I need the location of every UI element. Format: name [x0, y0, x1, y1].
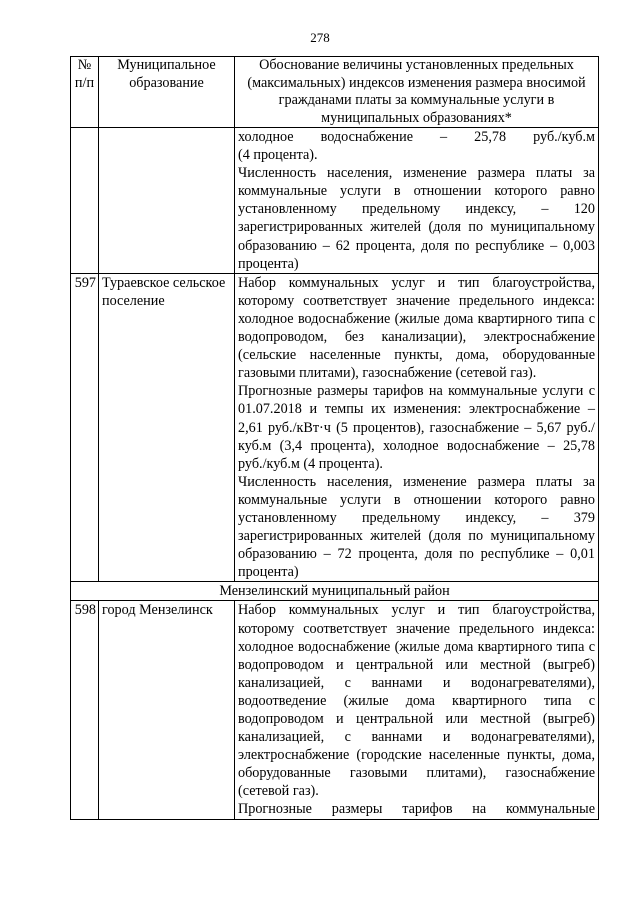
table-row-598 — [71, 601, 599, 819]
paragraph-services: Набор коммунальных услуг и тип благоустройства, которому соответствует значение предельного индекса: холодное водоснабжение (жилые дома квартирного типа с водопроводом, без канализации), электроснабжение (сельские населенные пункты, дома, оборудованные газовыми плитами), газоснабжение (сетевой газ). — [238, 274, 595, 382]
table-row-continuation — [71, 128, 599, 274]
table-row-597 — [71, 273, 599, 582]
header-number: № п/п — [71, 57, 99, 128]
section-title: Мензелинский муниципальный район — [71, 582, 599, 601]
paragraph-population: Численность населения, изменение размера платы за коммунальные услуги в отношении которого равно установленному предельному индексу, – 379 зарегистрированных жителей (доля по муниципальному образованию – 72 процента, доля по республике – 0,01 процента) — [238, 473, 595, 581]
section-row — [71, 582, 599, 601]
cell-justification — [235, 128, 599, 274]
municipality-name: город Мензелинск — [99, 601, 235, 819]
header-justification: Обоснование величины установленных предельных (максимальных) индексов изменения размера вносимой гражданами платы за коммунальные услуги в муниципальных образованиях* — [235, 57, 599, 128]
paragraph: (4 процента). — [238, 147, 318, 164]
cell-number — [71, 128, 99, 274]
municipality-name: Тураевское сельское поселение — [99, 273, 235, 582]
cell-justification — [235, 273, 599, 582]
paragraph-tariffs: Прогнозные размеры тарифов на коммунальные услуги с 01.07.2018 и темпы их изменения: электроснабжение – 2,61 руб./кВт·ч (5 процентов), газоснабжение – 5,67 руб./куб.м (3,4 процента), холодное водоснабжение – 25,78 руб./куб.м (4 процента). — [238, 383, 595, 472]
page-number: 278 — [310, 30, 330, 45]
paragraph-services: Набор коммунальных услуг и тип благоустройства, которому соответствует значение предельного индекса: холодное водоснабжение (жилые дома квартирного типа с водопроводом и центральной или местной (выгреб) канализацией, с ваннами и водонагревателями), водоотведение (жилые дома квартирного типа с водопроводом и центральной или местной (выгреб) канализацией, с ваннами и водонагревателями), электроснабжение (городские населенные пункты, дома, оборудованные газовыми плитами), газоснабжение (сетевой газ). — [238, 602, 595, 800]
row-number: 597 — [71, 273, 99, 582]
cell-justification — [235, 601, 599, 819]
paragraph: Численность населения, изменение размера платы за коммунальные услуги в отношении которого равно установленному предельному индексу, – 120 зарегистрированных жителей (доля по муниципальному образованию – 62 процента, доля по республике – 0,003 процента) — [238, 165, 595, 272]
tariff-index-table — [70, 56, 599, 820]
row-number: 598 — [71, 601, 99, 819]
paragraph: холодное водоснабжение – 25,78 руб./куб.м — [238, 129, 595, 145]
paragraph-tariffs: Прогнозные размеры тарифов на коммунальные — [238, 801, 595, 818]
header-municipality: Муниципальное образование — [99, 57, 235, 128]
table-header-row — [71, 57, 599, 128]
cell-municipality — [99, 128, 235, 274]
